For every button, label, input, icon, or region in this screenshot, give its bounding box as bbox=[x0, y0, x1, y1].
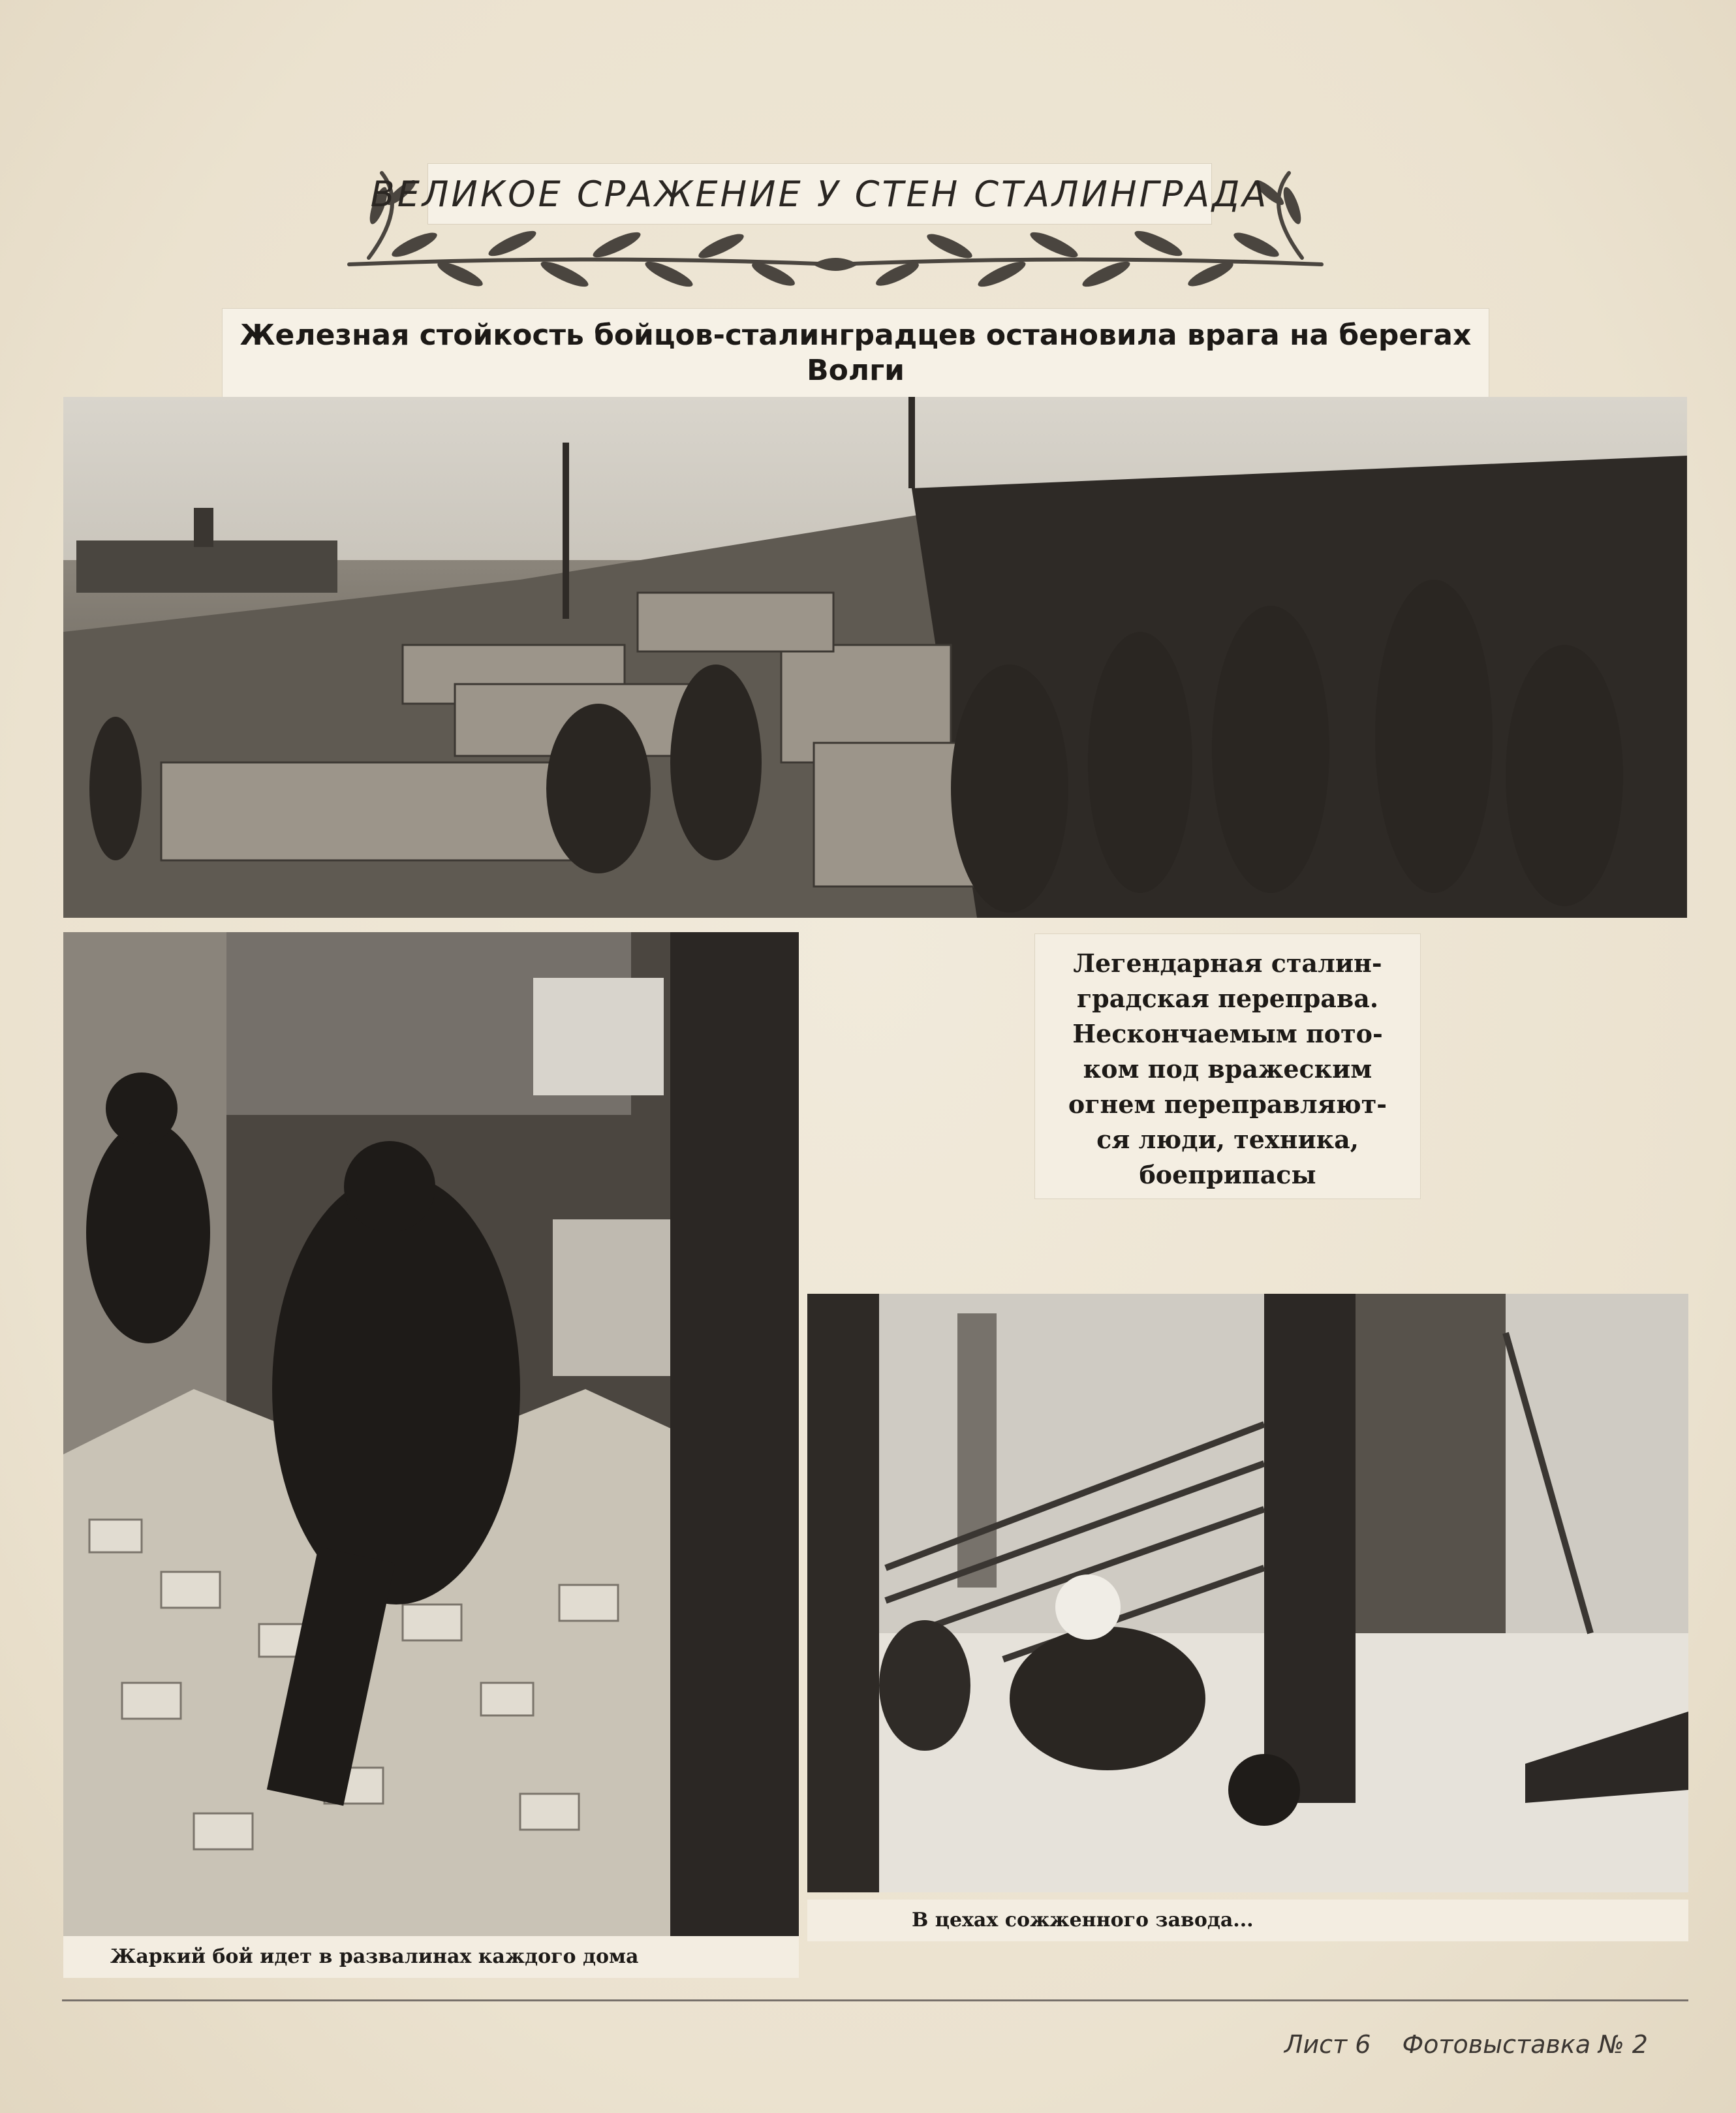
footer bbox=[1284, 2030, 1648, 2059]
ruins-caption-plate bbox=[63, 1936, 799, 1978]
series-title: ВЕЛИКОЕ СРАЖЕНИЕ У СТЕН СТАЛИНГРАДА bbox=[370, 173, 1269, 215]
headline-plate bbox=[222, 308, 1489, 398]
headline bbox=[223, 318, 1489, 388]
headline-line-2: Волги bbox=[807, 354, 905, 387]
headline-line-1: Железная стойкость бойцов-сталинградцев остановила врага на берегах bbox=[240, 319, 1472, 352]
photo-volga-crossing bbox=[63, 397, 1687, 918]
factory-caption: В цехах сожженного завода... bbox=[912, 1909, 1254, 1932]
photo-burned-factory bbox=[807, 1294, 1688, 1892]
footer-divider bbox=[62, 1999, 1688, 2001]
factory-caption-plate bbox=[807, 1900, 1688, 1941]
photo-street-fighting bbox=[63, 932, 799, 1936]
exhibition-number: Фотовыставка № 2 bbox=[1402, 2030, 1648, 2059]
series-title-plate bbox=[370, 163, 1269, 225]
sheet-number: Лист 6 bbox=[1284, 2030, 1371, 2059]
ruins-caption: Жаркий бой идет в развалинах каждого дома bbox=[110, 1945, 639, 1968]
crossing-caption: Легендарная сталин- градская переправа. Нескончаемым пото- ком под вражеским огнем переправляют- ся люди, техника, боеприпасы bbox=[1068, 948, 1387, 1189]
crossing-caption-plate bbox=[1034, 933, 1421, 1199]
